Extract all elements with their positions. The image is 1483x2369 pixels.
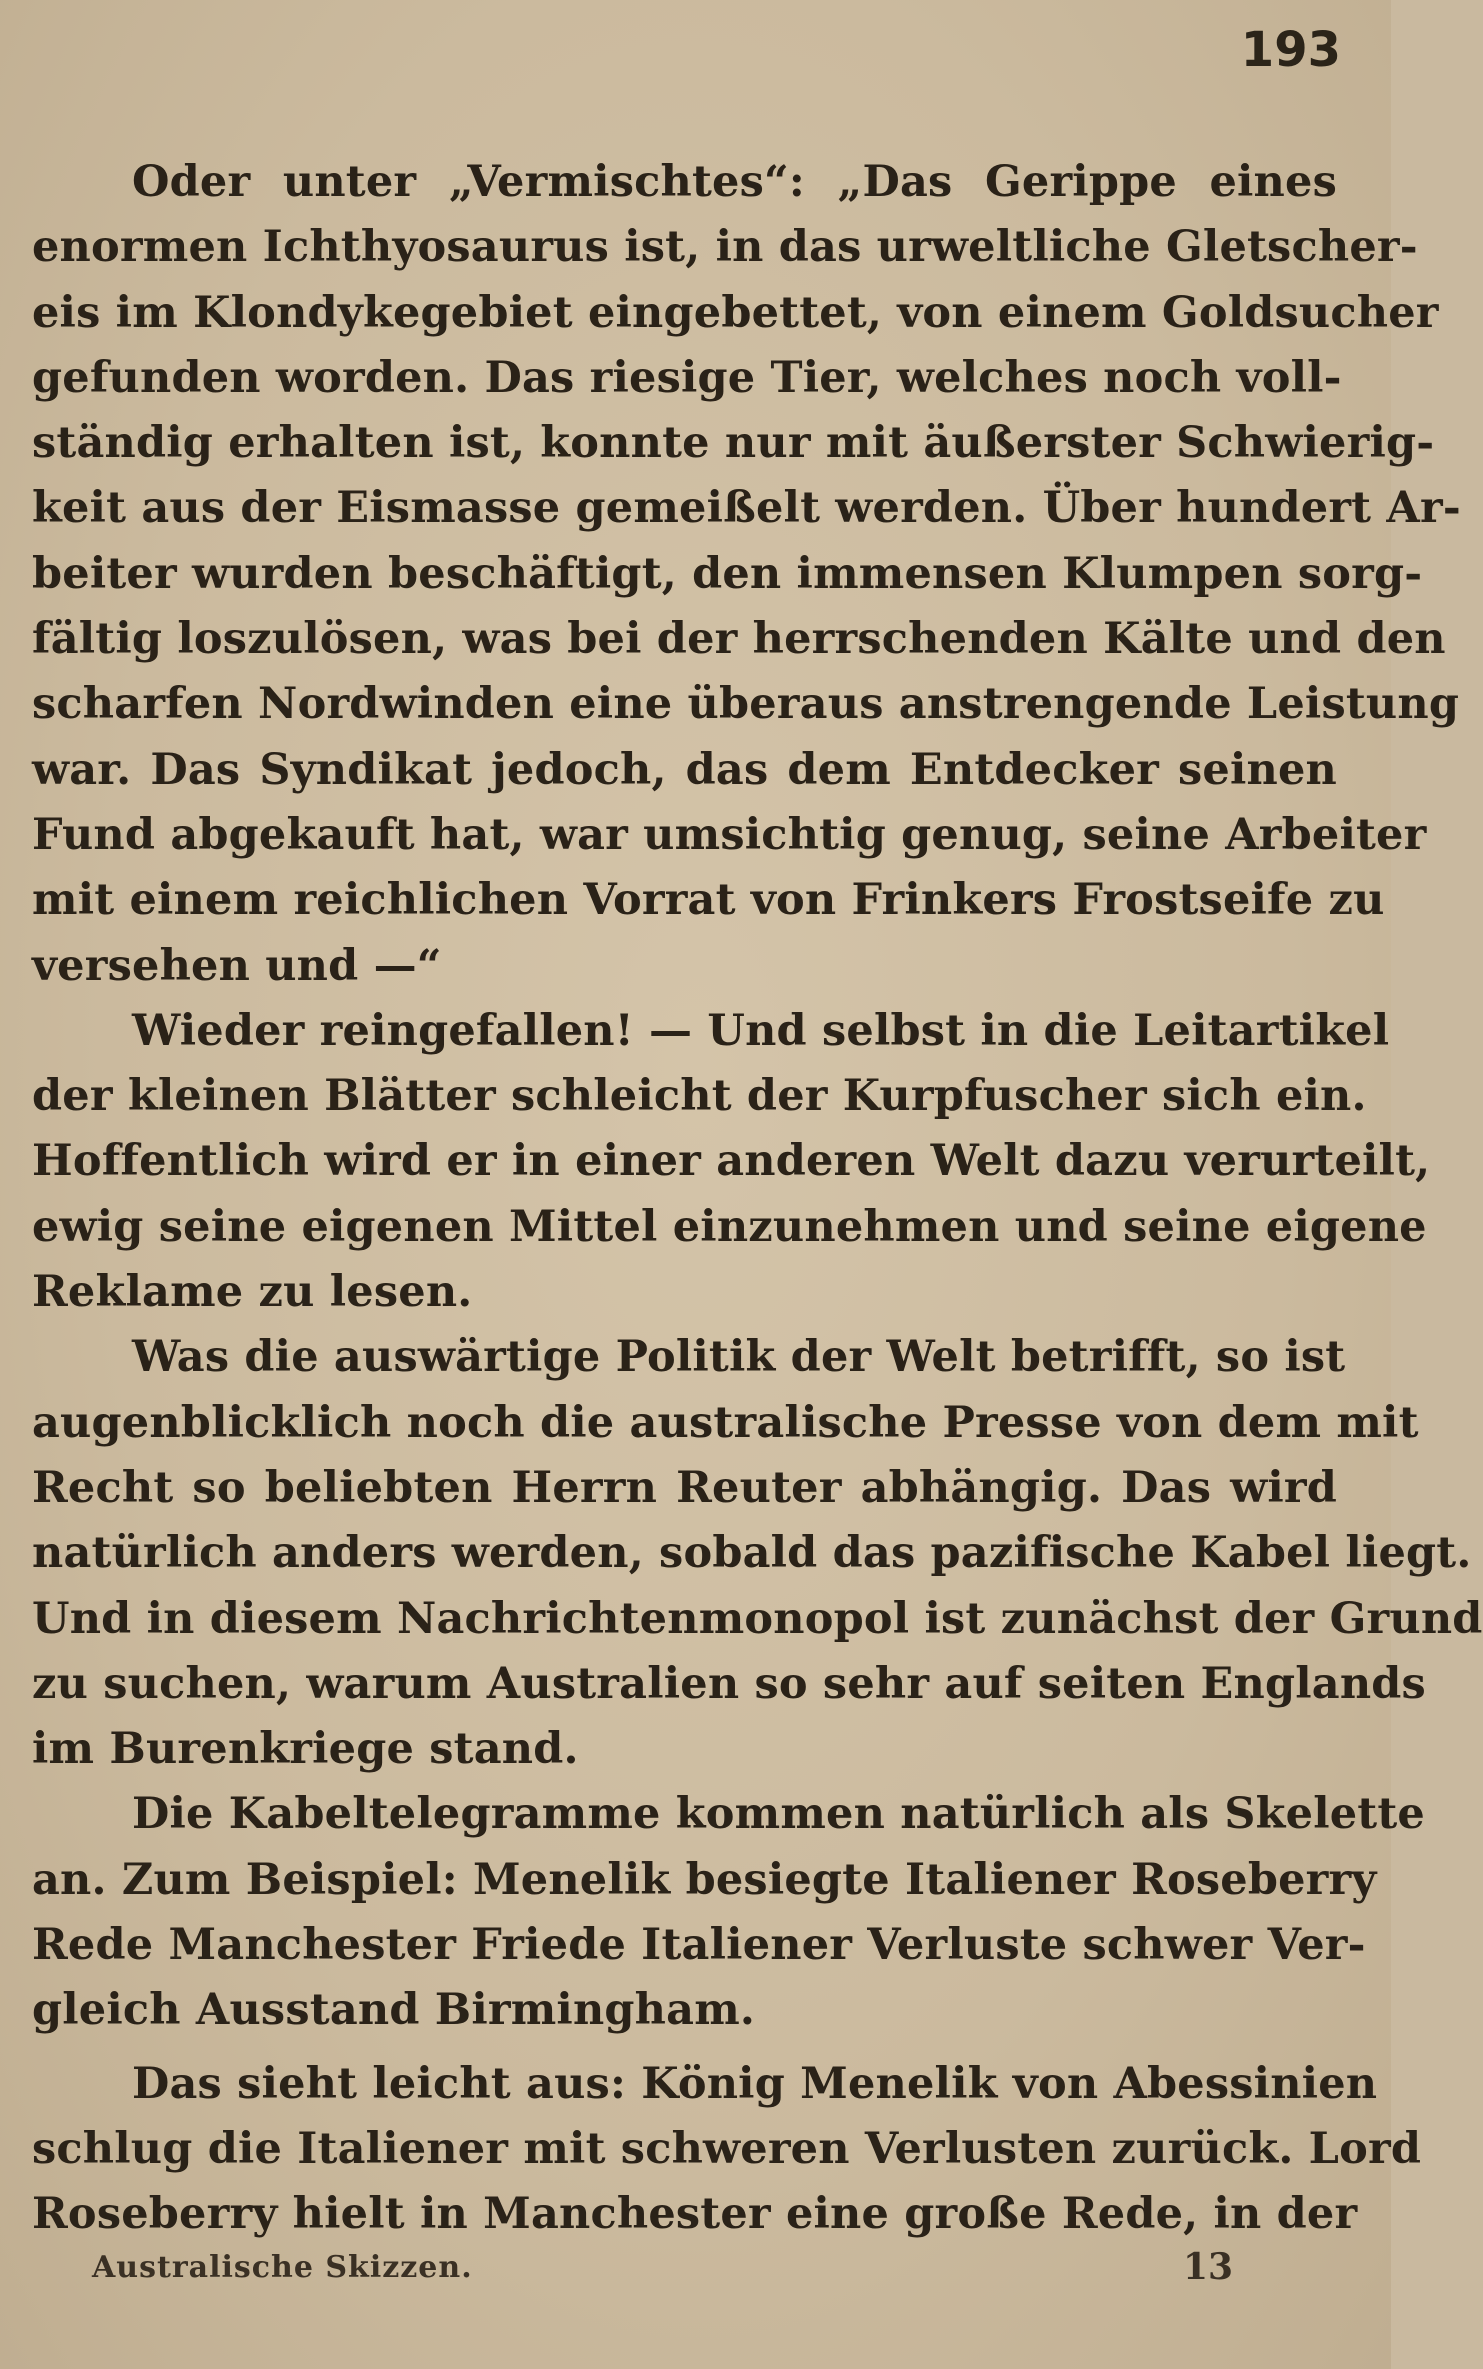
text-line: war. Das Syndikat jedoch, das dem Entdecker seinen [32, 744, 1337, 795]
text-line: der kleinen Blätter schleicht der Kurpfuscher sich ein. [32, 1071, 1367, 1122]
text-line: Roseberry hielt in Manchester eine große Rede, in der [32, 2189, 1358, 2240]
text-line: Rede Manchester Friede Italiener Verluste schwer Ver- [32, 1920, 1366, 1971]
page-number: 193 [1240, 22, 1341, 78]
text-line: keit aus der Eismasse gemeißelt werden. Über hundert Ar- [32, 483, 1461, 534]
text-line: eis im Klondykegebiet eingebettet, von einem Goldsucher [32, 287, 1439, 338]
text-line: Oder unter „Vermischtes“: „Das Gerippe eines [132, 157, 1337, 207]
text-line: im Burenkriege stand. [32, 1724, 579, 1775]
text-line: Recht so beliebten Herrn Reuter abhängig. Das wird [32, 1462, 1337, 1513]
text-line: Wieder reingefallen! — Und selbst in die Leitartikel [132, 1005, 1390, 1056]
signature-mark: Australische Skizzen. [92, 2250, 473, 2285]
sheet-number: 13 [1183, 2246, 1234, 2288]
text-line: natürlich anders werden, sobald das pazifische Kabel liegt. [32, 1528, 1472, 1579]
text-line: versehen und —“ [32, 940, 442, 991]
text-line: Reklame zu lesen. [32, 1267, 473, 1318]
text-line: gefunden worden. Das riesige Tier, welches noch voll- [32, 352, 1342, 403]
body-text [32, 150, 1483, 2248]
text-line: ständig erhalten ist, konnte nur mit äußerster Schwierig- [32, 418, 1435, 469]
text-line: scharfen Nordwinden eine überaus anstrengende Leistung [32, 679, 1460, 730]
text-line: ewig seine eigenen Mittel einzunehmen und seine eigene [32, 1201, 1427, 1252]
text-line: augenblicklich noch die australische Presse von dem mit [32, 1397, 1419, 1448]
text-line: schlug die Italiener mit schweren Verlusten zurück. Lord [32, 2123, 1422, 2174]
text-line: Und in diesem Nachrichtenmonopol ist zunächst der Grund [32, 1593, 1483, 1644]
text-line: an. Zum Beispiel: Menelik besiegte Italiener Roseberry [32, 1854, 1377, 1905]
text-line: Was die auswärtige Politik der Welt betrifft, so ist [132, 1332, 1346, 1383]
text-line: mit einem reichlichen Vorrat von Frinkers Frostseife zu [32, 875, 1385, 926]
text-line: Hoffentlich wird er in einer anderen Welt dazu verurteilt, [32, 1136, 1431, 1187]
text-line: Die Kabeltelegramme kommen natürlich als Skelette [132, 1789, 1425, 1840]
text-line: enormen Ichthyosaurus ist, in das urweltliche Gletscher- [32, 222, 1418, 273]
text-line: gleich Ausstand Birmingham. [32, 1985, 756, 2036]
text-line: fältig loszulösen, was bei der herrschenden Kälte und den [32, 614, 1446, 665]
text-line: beiter wurden beschäftigt, den immensen Klumpen sorg- [32, 548, 1423, 599]
text-line: zu suchen, warum Australien so sehr auf seiten Englands [32, 1658, 1426, 1709]
text-line: Fund abgekauft hat, war umsichtig genug, seine Arbeiter [32, 809, 1427, 860]
text-line: Das sieht leicht aus: König Menelik von Abessinien [132, 2058, 1378, 2109]
